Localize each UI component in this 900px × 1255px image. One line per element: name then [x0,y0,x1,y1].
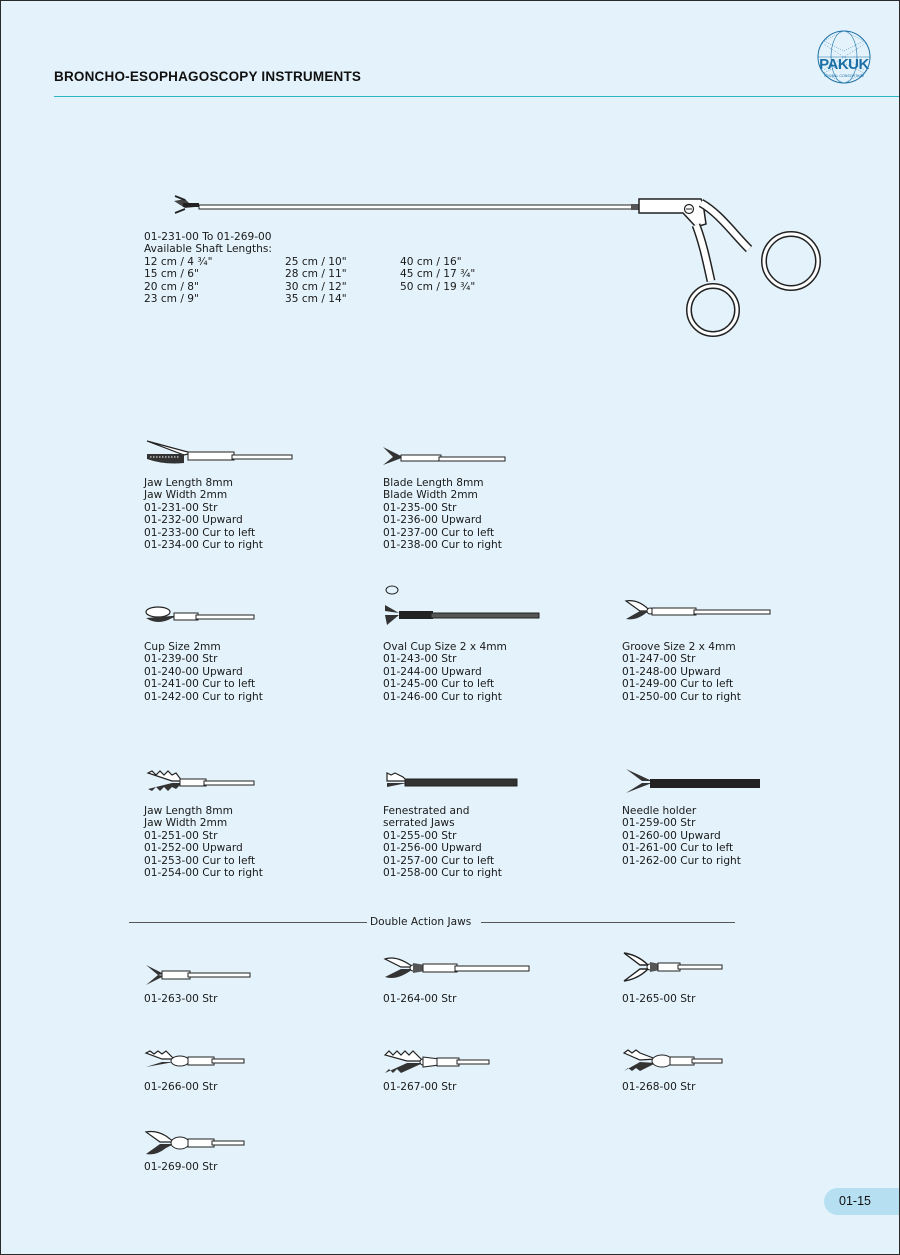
tip-illustration-da-7 [144,1128,249,1158]
section-heading-double-action: Double Action Jaws [367,916,474,928]
catalog-number: 01-245-00 Cur to left [383,678,495,691]
product-block-1 [144,477,263,551]
tip-illustration-da-6 [622,1047,727,1077]
spec-line: serrated Jaws [383,817,455,830]
tip-illustration-groove [622,597,772,625]
catalog-number: 01-263-00 Str [144,993,218,1005]
spec-line: Blade Length 8mm [383,477,484,489]
catalog-number: 01-267-00 Str [383,1081,457,1093]
tip-illustration-jaw [144,437,294,467]
catalog-number: 01-243-00 Str [383,653,457,666]
catalog-number: 01-264-00 Str [383,993,457,1005]
catalog-number: 01-235-00 Str [383,501,457,514]
catalog-number: 01-259-00 Str [622,817,696,830]
spec-line: Fenestrated and [383,805,470,817]
catalog-number: 01-253-00 Cur to left [144,854,256,867]
tip-illustration-da-3 [622,951,727,983]
catalog-number: 01-236-00 Upward [383,514,482,527]
shaft-length: 45 cm / 17 ¾" [400,268,476,281]
shaft-length: 28 cm / 11" [285,268,347,281]
catalog-number: 01-239-00 Str [144,653,218,666]
catalog-number: 01-231-00 Str [144,501,218,514]
product-block-6 [144,805,263,879]
catalog-number: 01-258-00 Cur to right [383,867,502,880]
catalog-number: 01-255-00 Str [383,829,457,842]
spec-line: Cup Size 2mm [144,641,221,653]
shaft-length: 23 cm / 9" [144,293,199,306]
tip-illustration-serrated-jaw [144,769,259,795]
spec-line: Jaw Length 8mm [144,477,233,489]
spec-line: Needle holder [622,805,697,817]
tip-illustration-needle-holder [622,767,767,795]
section-divider-left [129,922,367,923]
tip-illustration-cup [144,604,259,628]
catalog-number: 01-247-00 Str [622,653,696,666]
page-title: BRONCHO-ESOPHAGOSCOPY INSTRUMENTS [54,69,362,84]
shaft-length: 12 cm / 4 ¾" [144,256,213,268]
tip-illustration-da-5 [383,1047,493,1077]
catalog-number: 01-246-00 Cur to right [383,690,502,703]
catalog-number: 01-237-00 Cur to left [383,526,495,539]
product-block-8 [622,805,741,867]
shaft-length: 20 cm / 8" [144,280,199,293]
tip-illustration-da-4 [144,1049,249,1073]
product-block-5 [622,641,741,703]
shaft-length: 25 cm / 10" [285,256,347,268]
catalog-number: 01-234-00 Cur to right [144,539,263,552]
catalog-number: 01-248-00 Upward [622,665,721,678]
shaft-lengths-col1 [144,256,213,306]
pakuk-logo [816,27,872,89]
tip-illustration-da-1 [144,963,254,987]
tip-illustration-fenestrated [383,769,523,793]
section-divider-right [481,922,735,923]
shaft-length: 50 cm / 19 ¾" [400,280,476,293]
product-block-4 [383,641,507,703]
shaft-length: 15 cm / 6" [144,268,199,281]
oval-cup-outline [385,585,401,597]
catalog-number: 01-266-00 Str [144,1081,218,1093]
shaft-lengths-col2 [285,256,347,306]
catalog-number: 01-242-00 Cur to right [144,690,263,703]
catalog-number: 01-256-00 Upward [383,842,482,855]
product-block-7 [383,805,502,879]
catalog-number: 01-249-00 Cur to left [622,678,734,691]
catalog-number: 01-262-00 Cur to right [622,854,741,867]
shaft-length: 35 cm / 14" [285,293,347,306]
catalog-number: 01-238-00 Cur to right [383,539,502,552]
page-number: 01-15 [839,1194,871,1208]
catalog-number: 01-260-00 Upward [622,829,721,842]
spec-line: Blade Width 2mm [383,489,478,502]
header-divider [54,96,899,97]
product-block-2 [383,477,502,551]
spec-line: Jaw Length 8mm [144,805,233,817]
catalog-number: 01-250-00 Cur to right [622,690,741,703]
logo-subtext: GLOBAL CONSORTIUM [824,74,864,78]
spec-line: Jaw Width 2mm [144,817,228,830]
spec-line: Jaw Width 2mm [144,489,228,502]
shaft-length: 30 cm / 12" [285,280,347,293]
tip-illustration-blade [381,445,511,469]
catalog-number: 01-244-00 Upward [383,665,482,678]
catalog-number: 01-257-00 Cur to left [383,854,495,867]
spec-line: Oval Cup Size 2 x 4mm [383,641,507,653]
spec-line: Groove Size 2 x 4mm [622,641,736,653]
catalog-number: 01-233-00 Cur to left [144,526,256,539]
tip-illustration-oval-cup [383,601,543,629]
catalog-number: 01-232-00 Upward [144,514,243,527]
catalog-number: 01-269-00 Str [144,1161,218,1173]
catalog-number: 01-240-00 Upward [144,665,243,678]
catalog-number: 01-268-00 Str [622,1081,696,1093]
main-forceps-illustration [171,191,831,341]
catalog-number: 01-241-00 Cur to left [144,678,256,691]
product-range: 01-231-00 To 01-269-00 [144,231,272,243]
page-number-badge [824,1188,900,1215]
catalog-number: 01-261-00 Cur to left [622,842,734,855]
catalog-number: 01-252-00 Upward [144,842,243,855]
catalog-number: 01-265-00 Str [622,993,696,1005]
shaft-length: 40 cm / 16" [400,256,462,268]
catalog-number: 01-254-00 Cur to right [144,867,263,880]
product-block-3 [144,641,263,703]
shaft-lengths-label: Available Shaft Lengths: [144,243,272,255]
logo-wordmark: PAKUK [819,56,869,73]
shaft-lengths-col3 [400,256,475,293]
catalog-number: 01-251-00 Str [144,829,218,842]
tip-illustration-da-2 [383,955,533,981]
